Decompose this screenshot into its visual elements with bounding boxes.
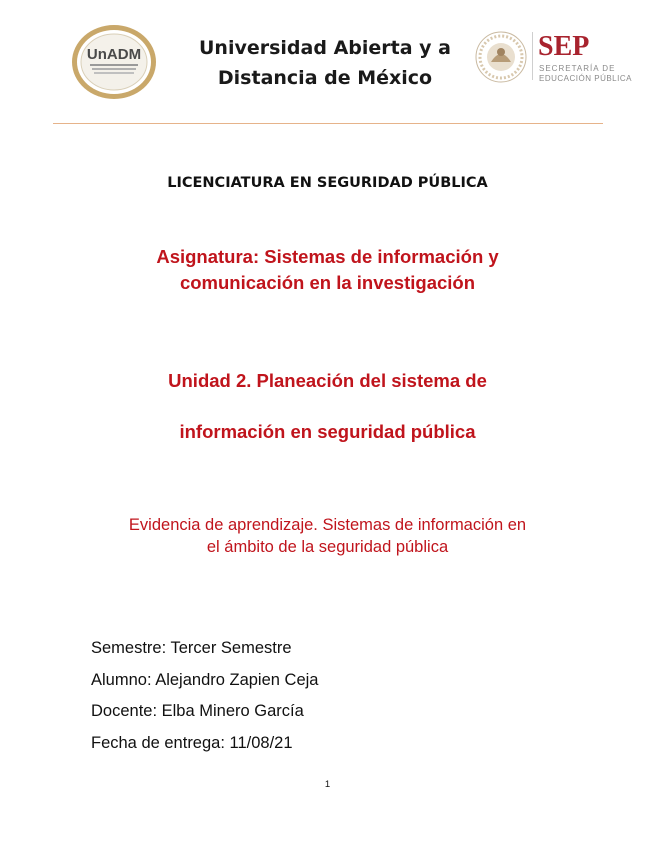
evidence-title: [60, 514, 595, 558]
degree-title: LICENCIATURA EN SEGURIDAD PÚBLICA: [167, 175, 488, 191]
university-name-line1: Universidad Abierta y a: [199, 37, 451, 59]
unadm-logo: [70, 23, 158, 101]
evidence-line1: Evidencia de aprendizaje. Sistemas de información en: [128, 516, 527, 534]
unit-title-line2: información en seguridad pública: [179, 421, 476, 442]
evidence-line2: el ámbito de la seguridad pública: [206, 538, 449, 556]
subject-line1: Asignatura: Sistemas de información y: [156, 246, 499, 267]
sep-subtitle-line2: EDUCACIÓN PÚBLICA: [539, 74, 632, 83]
sep-logo-text: SEP: [538, 31, 590, 62]
student-text: Alumno: Alejandro Zapien Ceja: [91, 670, 319, 689]
semester-text: Semestre: Tercer Semestre: [91, 639, 292, 657]
unadm-logo-text: UnADM: [86, 46, 142, 63]
subject-line2: comunicación en la investigación: [179, 272, 476, 293]
university-name: [180, 33, 470, 93]
sep-logo: [475, 28, 640, 86]
teacher-text: Docente: Elba Minero García: [91, 702, 304, 720]
unit-title-line1: Unidad 2. Planeación del sistema de: [168, 370, 487, 391]
header-divider: [53, 123, 603, 124]
subject-title: [90, 244, 565, 296]
sep-subtitle-line1: SECRETARÍA DE: [539, 64, 616, 73]
student-details: [91, 636, 318, 762]
page-number: 1: [324, 779, 331, 790]
due-date-text: Fecha de entrega: 11/08/21: [91, 733, 293, 752]
university-name-line2: Distancia de México: [217, 67, 433, 89]
